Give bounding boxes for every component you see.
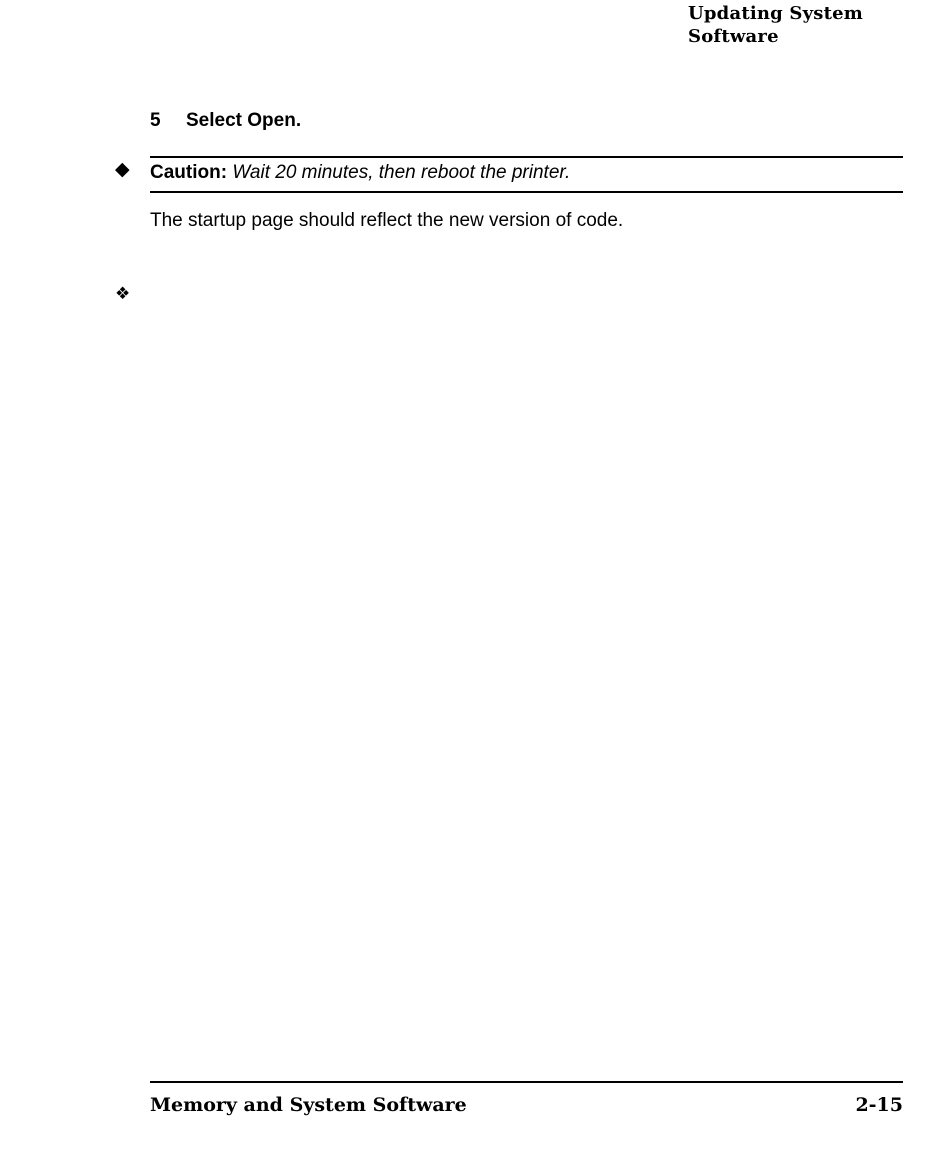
caution-label: Caution: — [150, 162, 228, 183]
step-number: 5 — [150, 110, 161, 131]
section-title-line1: Updating System — [688, 3, 864, 24]
page-number: 2-15 — [855, 1094, 903, 1116]
running-header — [688, 2, 928, 48]
caution-diamond-icon: ◆ — [115, 159, 130, 180]
section-title-line2: Software — [688, 26, 779, 47]
caution-text: Wait 20 minutes, then reboot the printer. — [232, 162, 571, 183]
end-of-section-icon: ❖ — [115, 284, 131, 303]
caution-callout — [150, 156, 903, 193]
procedure-step — [150, 109, 301, 133]
footer-chapter-title: Memory and System Software — [150, 1094, 467, 1116]
step-text: Select Open. — [186, 110, 302, 131]
footer-divider — [150, 1081, 903, 1083]
body-paragraph: The startup page should reflect the new version of code. — [150, 210, 624, 231]
